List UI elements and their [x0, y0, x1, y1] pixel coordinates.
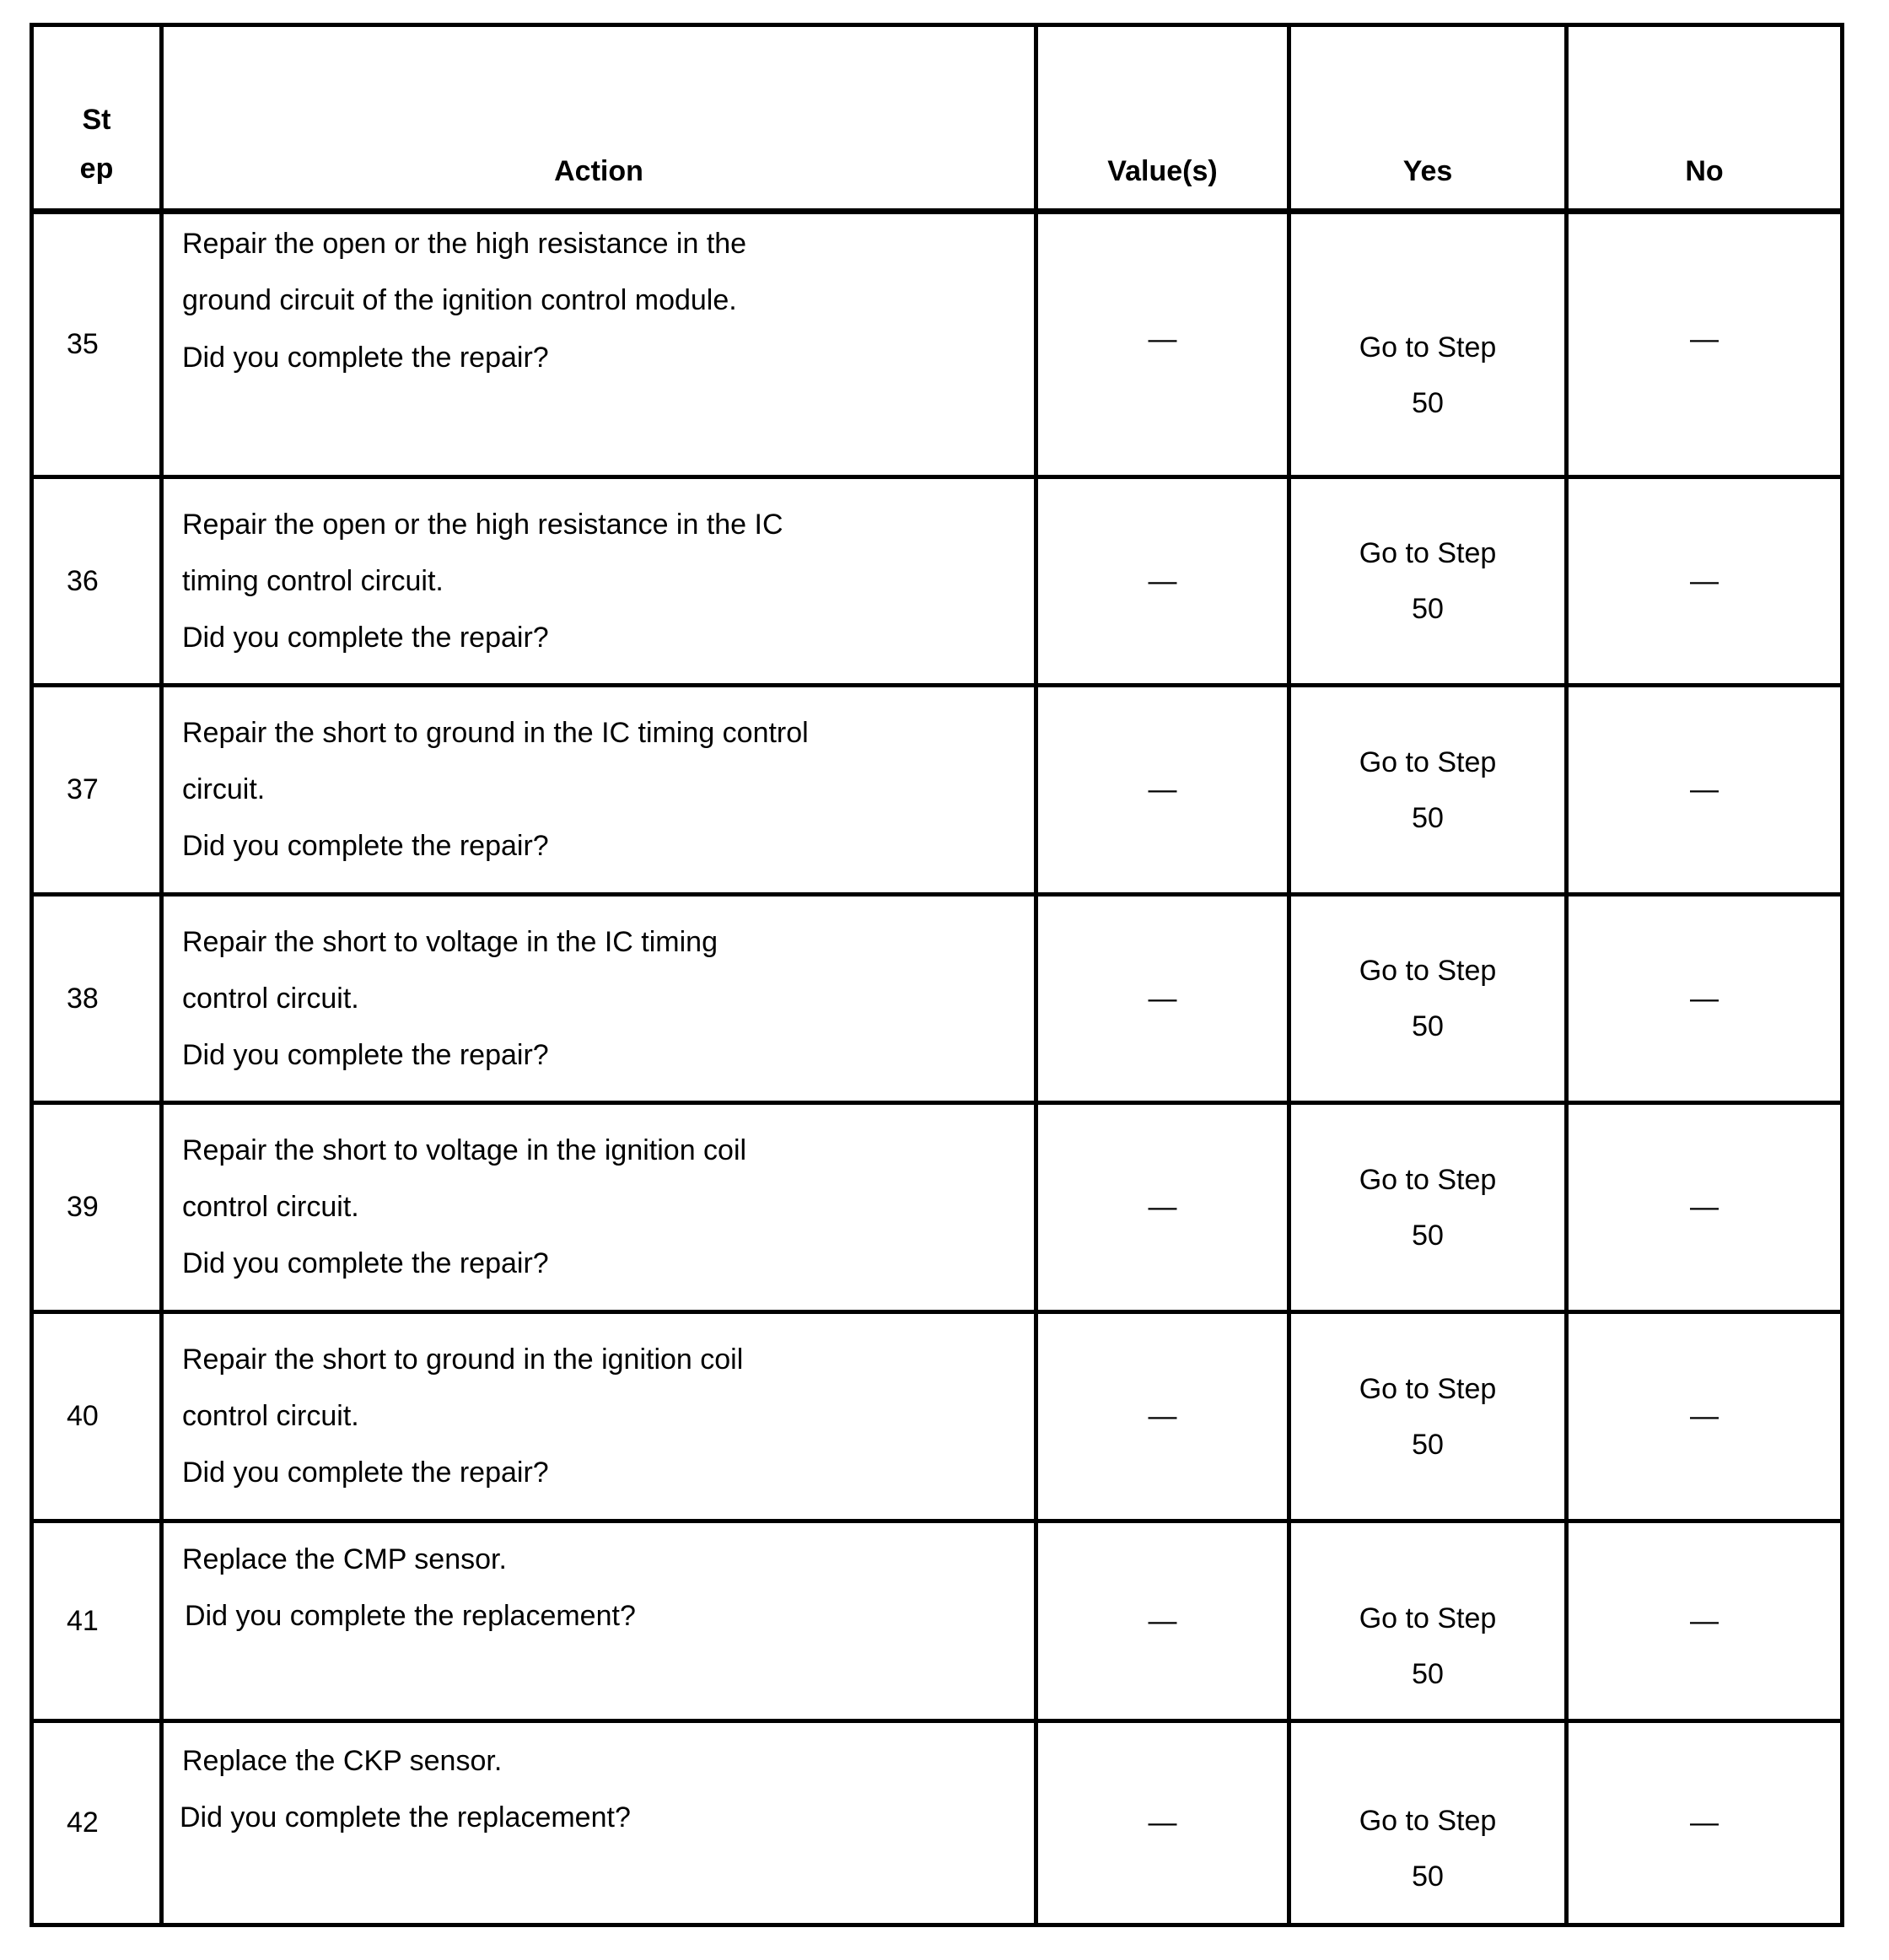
action-line: Replace the CMP sensor.: [182, 1543, 507, 1575]
yes-cell: [1291, 897, 1564, 1101]
values-dash: —: [1148, 773, 1177, 805]
no-dash: —: [1690, 773, 1719, 805]
step-number-label: 35: [67, 328, 99, 360]
header-step-line1: St: [82, 104, 111, 136]
action-line: Repair the open or the high resistance in the IC: [182, 508, 783, 541]
action-line: Did you complete the repair?: [182, 342, 549, 374]
no-dash: —: [1690, 1191, 1719, 1223]
action-line: Did you complete the repair?: [182, 1457, 549, 1489]
no-cell: [1569, 1723, 1840, 1923]
action-line: Did you complete the replacement?: [185, 1600, 636, 1632]
header-no-label: No: [1685, 155, 1724, 187]
no-cell: [1569, 1105, 1840, 1310]
step-number-label: 41: [67, 1604, 99, 1637]
values-dash: —: [1148, 1807, 1177, 1839]
header-yes-label: Yes: [1402, 155, 1453, 187]
values-cell: [1038, 1105, 1287, 1310]
values-cell: [1038, 1314, 1287, 1519]
values-dash: —: [1148, 323, 1177, 355]
yes-cell: [1291, 1723, 1564, 1923]
action-cell: [30, 214, 1034, 475]
action-line: Did you complete the replacement?: [180, 1801, 631, 1833]
values-dash: —: [1148, 564, 1177, 597]
action-cell: [30, 1314, 1034, 1519]
action-line: Repair the short to ground in the ignition coil: [182, 1343, 744, 1376]
no-cell: [1569, 214, 1840, 475]
no-dash: —: [1690, 1400, 1719, 1432]
values-cell: [1038, 897, 1287, 1101]
go-to-step-text: Go to Step: [1359, 1602, 1497, 1634]
values-cell: [1038, 1523, 1287, 1719]
action-cell: [30, 1105, 1034, 1310]
action-line: Did you complete the repair?: [182, 621, 549, 654]
action-line: Did you complete the repair?: [182, 830, 549, 862]
no-dash: —: [1690, 1807, 1719, 1839]
step-number-label: 39: [67, 1191, 99, 1223]
values-cell: [1038, 214, 1287, 475]
go-to-step-text: Go to Step: [1359, 955, 1497, 987]
go-to-step-number: 50: [1412, 386, 1444, 419]
header-step-line2: ep: [79, 153, 114, 185]
action-cell: [30, 1523, 1034, 1719]
no-cell: [1569, 1314, 1840, 1519]
action-cell: [30, 1723, 1034, 1923]
header-values-label: Value(s): [1107, 155, 1218, 187]
values-cell: [1038, 479, 1287, 683]
header-action: [164, 23, 1034, 210]
go-to-step-text: Go to Step: [1359, 746, 1497, 778]
action-line: Did you complete the repair?: [182, 1247, 549, 1279]
header-values: [1038, 23, 1287, 210]
step-number-label: 42: [67, 1807, 99, 1839]
go-to-step-number: 50: [1412, 1428, 1444, 1461]
go-to-step-number: 50: [1412, 593, 1444, 625]
header-action-label: Action: [554, 155, 643, 187]
yes-cell: [1291, 1105, 1564, 1310]
step-number-label: 37: [67, 773, 99, 805]
action-line: Repair the short to voltage in the ignition coil: [182, 1134, 747, 1166]
action-line: ground circuit of the ignition control module.: [182, 284, 737, 316]
header-step: [30, 23, 164, 210]
yes-cell: [1291, 1314, 1564, 1519]
no-dash: —: [1690, 1604, 1719, 1637]
header-yes: [1291, 23, 1564, 210]
action-line: Replace the CKP sensor.: [182, 1745, 503, 1777]
step-number-label: 40: [67, 1400, 99, 1432]
action-line: control circuit.: [182, 1400, 359, 1432]
action-line: circuit.: [182, 773, 266, 805]
header-no: [1569, 23, 1840, 210]
yes-cell: [1291, 687, 1564, 892]
step-number-label: 38: [67, 982, 99, 1015]
go-to-step-number: 50: [1412, 1219, 1444, 1252]
go-to-step-text: Go to Step: [1359, 1163, 1497, 1196]
go-to-step-number: 50: [1412, 1658, 1444, 1690]
yes-cell: [1291, 1523, 1564, 1719]
no-cell: [1569, 1523, 1840, 1719]
values-dash: —: [1148, 1400, 1177, 1432]
no-dash: —: [1690, 564, 1719, 597]
action-line: Repair the short to voltage in the IC timing: [182, 925, 718, 958]
no-cell: [1569, 479, 1840, 683]
values-dash: —: [1148, 982, 1177, 1015]
go-to-step-text: Go to Step: [1359, 1804, 1497, 1837]
go-to-step-number: 50: [1412, 1010, 1444, 1042]
action-line: Repair the open or the high resistance in the: [182, 228, 747, 260]
action-cell: [30, 687, 1034, 892]
action-line: control circuit.: [182, 982, 359, 1015]
table-border-right: [1840, 23, 1844, 1927]
no-cell: [1569, 687, 1840, 892]
no-dash: —: [1690, 323, 1719, 355]
table-border-bottom: [30, 1923, 1844, 1927]
go-to-step-text: Go to Step: [1359, 537, 1497, 569]
action-cell: [30, 479, 1034, 683]
go-to-step-number: 50: [1412, 1860, 1444, 1893]
go-to-step-text: Go to Step: [1359, 331, 1497, 363]
go-to-step-number: 50: [1412, 801, 1444, 834]
values-cell: [1038, 687, 1287, 892]
action-line: control circuit.: [182, 1191, 359, 1223]
step-number-label: 36: [67, 564, 99, 597]
diagnostic-table: [30, 23, 1844, 1927]
yes-cell: [1291, 479, 1564, 683]
values-cell: [1038, 1723, 1287, 1923]
values-dash: —: [1148, 1604, 1177, 1637]
action-line: Repair the short to ground in the IC timing control: [182, 717, 809, 749]
no-dash: —: [1690, 982, 1719, 1015]
go-to-step-text: Go to Step: [1359, 1372, 1497, 1405]
no-cell: [1569, 897, 1840, 1101]
values-dash: —: [1148, 1191, 1177, 1223]
action-cell: [30, 897, 1034, 1101]
action-line: Did you complete the repair?: [182, 1038, 549, 1071]
action-line: timing control circuit.: [182, 564, 444, 597]
yes-cell: [1291, 214, 1564, 475]
